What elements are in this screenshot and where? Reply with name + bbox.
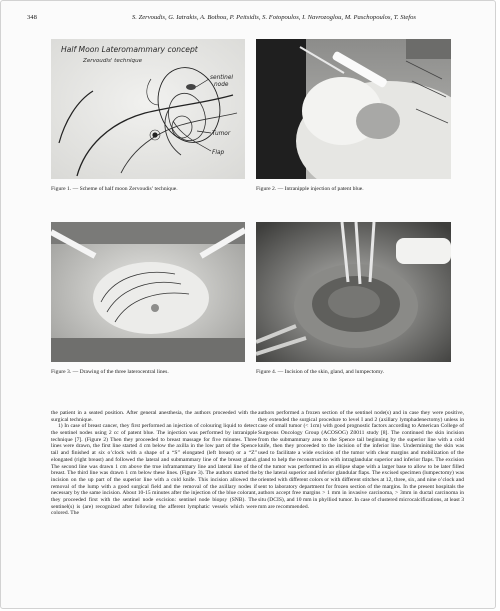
sketch-label-node: node — [214, 82, 229, 88]
page-number: 348 — [27, 14, 37, 21]
body-column-left — [51, 410, 257, 517]
figure-2-image — [256, 39, 451, 179]
sketch-label-sentinel: sentinel — [210, 75, 233, 81]
sketch-label-tumor: Tumor — [212, 131, 231, 137]
figure-3-caption: Figure 3. — Drawing of the three laterocentral lines. — [51, 369, 169, 375]
figure-3-image — [51, 222, 245, 362]
figure-1-image — [51, 39, 245, 179]
figure-1-caption: Figure 1. — Scheme of half moon Zervoudis’ technique. — [51, 186, 178, 192]
sketch-label-flap: Flap — [212, 150, 225, 156]
figure-4-caption: Figure 4. — Incision of the skin, gland, and lumpectomy. — [256, 369, 385, 375]
left-paragraph-2: 1) In case of breast cancer, they first performed an injection of colouring liquid to detect the sentinel nodes using 2 cc of patent blue. The injection was performed by intranipple technique [7]. (Figure 2) Then they proceeded to breast massage for five minutes. Three lines were drawn, the first line started 4 cm below the axilla in the low part of the Spence tail and finished at six o’clock with a shape of a “S” elongated (left breast) or a “Z” elongated (right breast) and followed the lateral and submammary line of the breast gland. The second line was drawn 1 cm above the true inframammary line and lateral line of the breast. The third line was drawn 1 cm below these lines. (Figure 3). The authors started the incision on the up part of the superior line with a cold knife. This incision allowed the removal of the lump with a good surgical field and the removal of the axillary nodes if necessary by the same incision. About 10-15 minutes after the injection of the blue colorant, they proceeded first with the sentinel node excision: sentinel node biopsy (SNB). The sentinel(s) is (are) recognized after following the afferent lymphatic vessels which were colored. The — [51, 423, 257, 517]
body-column-right — [258, 410, 464, 510]
left-paragraph-1: the patient in a seated position. After general anesthesia, the authors proceeded with the surgical technique. — [51, 410, 257, 423]
sketch-subtitle: Zervoudis' technique — [83, 58, 143, 64]
sketch-title: Half Moon Lateromammary concept — [61, 45, 198, 54]
figure-2-caption: Figure 2. — Intranipple injection of patent blue. — [256, 186, 364, 192]
figure-4-image — [256, 222, 451, 362]
right-paragraph-1: authors performed a frozen section of the sentinel node(s) and in case they were positive, they extended the surgical procedure to level I and 2 (axillary lymphadenectomy) unless in case of small tumor (< 1cm) with good prognostic factors according to American College of Surgeons Oncology Group (ACOSOG) Z0011 study [8]. The continued the skin incision from the submammary area to the Spence tail beginning by the superior line with a cold knife, then they proceeded to the incision of the inferior line. Undermining the skin was used to facilitate a wide excision of the tumor with clear margins and mobilization of the gland to help the reconstruction with intraglandular superior and inferior flaps. The excision of the tumor was performed in an ellipse shape with a larger base to allow to be later filled by the lateral superior and inferior glandular flaps. The excised specimen (lumpectomy) was oriented with different colors or with different stitches at 12, three, six, and nine o’clock and sent to laboratory department for frozen section of the margins. In the present hospitals the authors accept free margins > 1 mm in invasive carcinoma, > 3mm in ductal carcinoma in situ (DCIS), and 10 mm in phylliod tumor. In case of clustered microcalcifications, at least 3 mm are recommended. — [258, 410, 464, 510]
running-header — [27, 14, 475, 26]
author-list: S. Zervoudis, G. Iatrakis, A. Bothou, P. Peitsidis, S. Fotopoulos, I. Navrozoglou, M. Paschopoulos, T. Stefos — [131, 14, 417, 21]
